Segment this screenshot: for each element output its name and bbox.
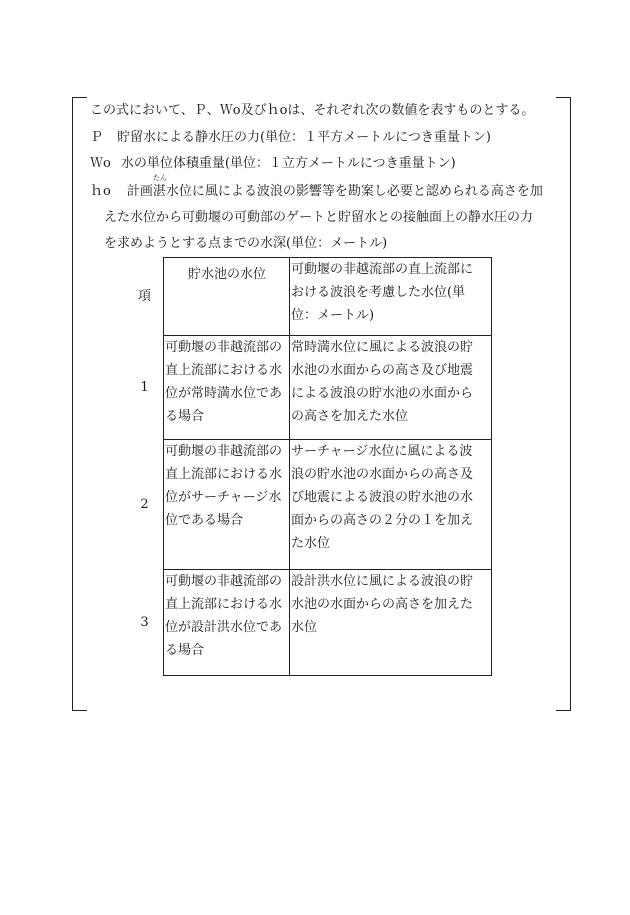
right-bracket — [556, 97, 571, 711]
cell-line: 位がサーチャージ水 — [165, 490, 282, 505]
cell-line: サーチャージ水位に風による波 — [291, 444, 473, 459]
cell-line: る場合 — [165, 643, 205, 658]
ruby-kanji — [152, 174, 167, 201]
def-h0-line1-rest: 水位に風による波浪の影響等を勘案し必要と認められる高さを加 — [165, 184, 543, 199]
def-h0-symbol: ｈo — [90, 184, 111, 199]
cell-line: 面からの高さの２分の１を加え — [291, 513, 474, 528]
cell-line: 常時満水位に風による波浪の貯 — [291, 340, 474, 355]
row-number: 2 — [126, 440, 164, 570]
cell-line: る場合 — [165, 409, 205, 424]
cell-line: び地震による波浪の貯水池の水 — [291, 490, 474, 505]
water-level-table — [126, 257, 492, 676]
cell-line: の高さを加えた水位 — [291, 409, 409, 424]
cell-line: 水位 — [291, 620, 318, 635]
header-wave-level — [290, 258, 492, 336]
def-p — [90, 129, 491, 147]
table-header-row — [126, 258, 492, 336]
cell-line: 直上流部における水 — [165, 597, 283, 612]
cell-line: 位が設計洪水位であ — [165, 620, 283, 635]
header-reservoir-level: 貯水池の水位 — [164, 258, 290, 336]
row-reservoir-level — [164, 440, 290, 570]
row-wave-level — [290, 570, 492, 676]
table-row — [126, 440, 492, 570]
cell-line: 位が常時満水位であ — [165, 386, 283, 401]
def-h0-line1 — [90, 174, 543, 201]
header-wave-level-line: 位：メートル) — [291, 308, 375, 323]
header-wave-level-line: 可動堰の非越流部の直上流部に — [291, 262, 474, 277]
cell-line: 浪の貯水池の水面からの高さ及 — [291, 467, 474, 482]
def-w0-symbol: Ｗo — [90, 156, 111, 171]
cell-line: た水位 — [291, 536, 331, 551]
cell-line: 直上流部における水 — [165, 363, 283, 378]
def-w0-text: 水の単位体積重量(単位：１立方メートルにつき重量トン) — [120, 156, 456, 171]
def-p-symbol: Ｐ — [90, 130, 104, 145]
ruby-reading: たん — [152, 174, 167, 182]
cell-line: 位である場合 — [165, 513, 244, 528]
cell-line: 設計洪水位に風による波浪の貯 — [291, 574, 474, 589]
row-wave-level — [290, 336, 492, 440]
row-wave-level — [290, 440, 492, 570]
def-h0-line2: えた水位から可動堰の可動部のゲートと貯留水との接触面上の静水圧の力 — [104, 210, 534, 225]
cell-line: 可動堰の非越流部の — [165, 340, 283, 355]
header-wave-level-line: おける波浪を考慮した水位(単 — [291, 285, 466, 300]
def-w0 — [90, 155, 456, 173]
row-number: 1 — [126, 336, 164, 440]
intro-text: この式において、Ｐ、Ｗo及びｈoは、それぞれ次の数値を表すものとする。 — [90, 103, 535, 118]
table-row — [126, 570, 492, 676]
cell-line: による波浪の貯水池の水面から — [291, 386, 474, 401]
ruby-base: 湛 — [152, 184, 166, 199]
row-reservoir-level — [164, 570, 290, 676]
header-item: 項 — [126, 258, 164, 336]
row-reservoir-level — [164, 336, 290, 440]
def-p-text: 貯留水による静水圧の力(単位：１平方メートルにつき重量トン) — [117, 130, 491, 145]
cell-line: 可動堰の非越流部の — [165, 444, 283, 459]
cell-line: 可動堰の非越流部の — [165, 574, 283, 589]
cell-line: 直上流部における水 — [165, 467, 283, 482]
def-h0-pre: 計画 — [126, 184, 153, 199]
left-bracket — [72, 97, 87, 711]
def-h0-line3: を求めようとする点までの水深(単位：メートル) — [104, 236, 388, 251]
table-row — [126, 336, 492, 440]
cell-line: 水池の水面からの高さ及び地震 — [291, 363, 474, 378]
cell-line: 水池の水面からの高さを加えた — [291, 597, 474, 612]
row-number: 3 — [126, 570, 164, 676]
